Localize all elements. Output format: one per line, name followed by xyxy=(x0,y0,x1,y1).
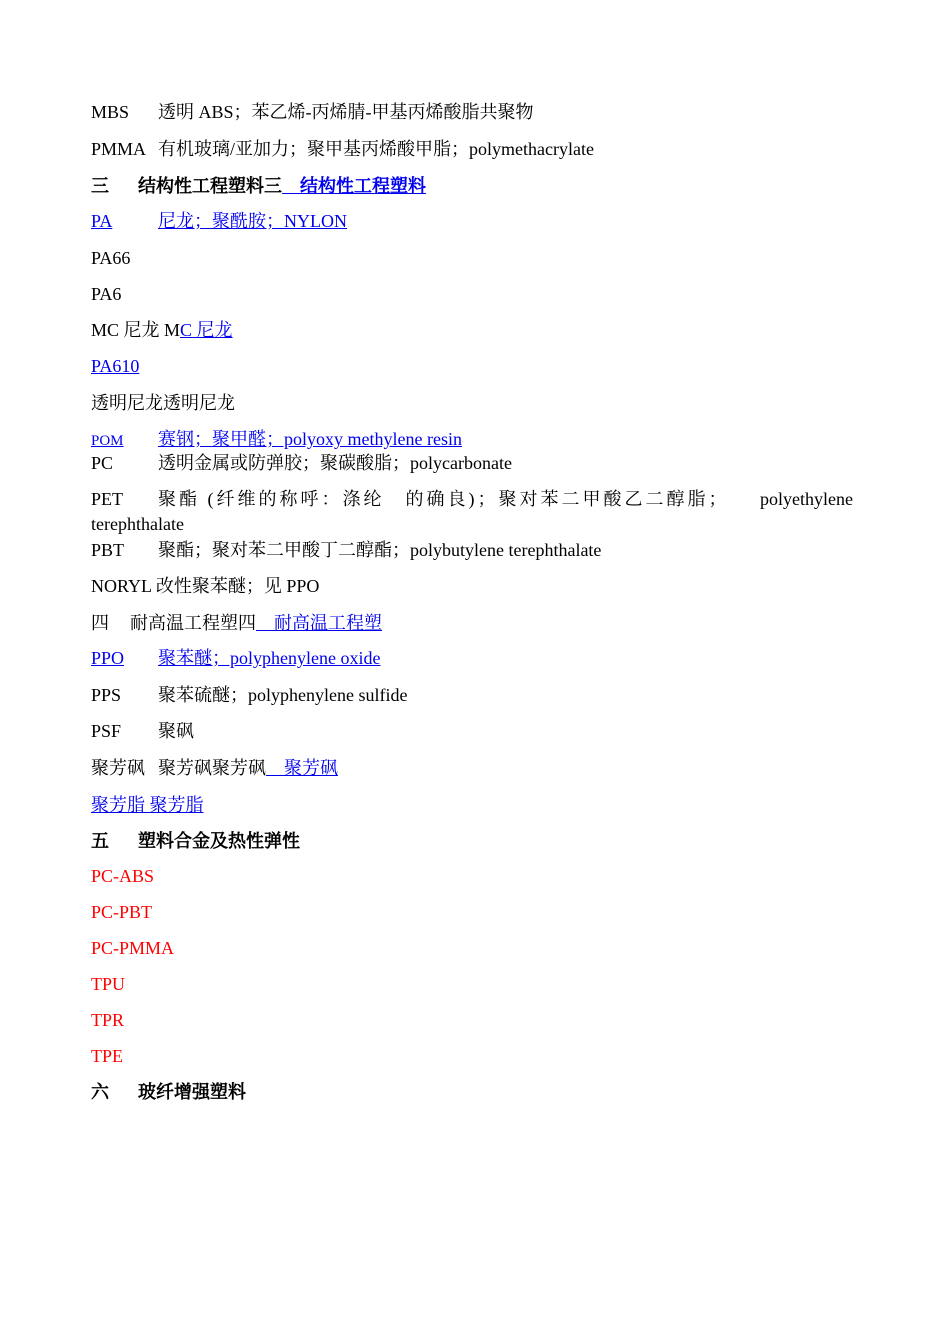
entry-code-link[interactable]: POM xyxy=(91,433,124,449)
entry-pet-wrap: terephthalate xyxy=(91,514,184,534)
entry-desc-link[interactable]: 聚苯醚；polyphenylene oxide xyxy=(158,648,381,668)
entry-text: MC 尼龙 M xyxy=(91,320,181,340)
entry-pc-pbt: PC-PBT xyxy=(91,902,153,922)
entry-mbs xyxy=(91,100,534,124)
entry-polyarylsulfone xyxy=(91,756,338,780)
entry-pc xyxy=(91,451,512,475)
heading-number: 六 xyxy=(91,1082,109,1102)
entry-transparent-nylon: 透明尼龙透明尼龙 xyxy=(91,393,235,413)
section-heading-5 xyxy=(91,829,300,853)
entry-tpu: TPU xyxy=(91,974,126,994)
entry-code: PBT xyxy=(91,540,125,560)
heading-number: 四 xyxy=(91,613,109,633)
entry-link[interactable]: PA610 xyxy=(91,356,140,376)
entry-desc-link[interactable]: 尼龙；聚酰胺；NYLON xyxy=(158,211,347,231)
entry-code: PET xyxy=(91,489,124,509)
entry-psf xyxy=(91,719,194,743)
heading-number: 五 xyxy=(91,831,109,851)
entry-desc: 聚酯；聚对苯二甲酸丁二醇酯；polybutylene terephthalate xyxy=(158,540,602,560)
entry-code: 聚芳砜 xyxy=(91,758,145,778)
entry-pps xyxy=(91,683,407,707)
entry-pa6: PA6 xyxy=(91,284,122,304)
entry-pom[interactable] xyxy=(91,427,462,453)
heading-title: 塑料合金及热性弹性 xyxy=(138,831,300,851)
entry-pet-tail: polyethylene xyxy=(760,489,853,509)
section-heading-4 xyxy=(91,611,382,635)
entry-pa66: PA66 xyxy=(91,248,131,268)
entry-code: PMMA xyxy=(91,139,147,159)
entry-code-link[interactable]: PA xyxy=(91,211,113,231)
entry-polyarylate[interactable] xyxy=(91,793,204,817)
entry-desc: 聚砜 xyxy=(158,721,194,741)
section-heading-3 xyxy=(91,174,426,198)
entry-desc-link[interactable]: 赛钢；聚甲醛；polyoxy methylene resin xyxy=(158,429,462,449)
section-heading-6 xyxy=(91,1080,246,1104)
entry-code: MBS xyxy=(91,102,130,122)
entry-tpr: TPR xyxy=(91,1010,125,1030)
heading-number: 三 xyxy=(91,176,109,196)
entry-pbt xyxy=(91,538,601,562)
entry-desc: 透明金属或防弹胶；聚碳酸脂；polycarbonate xyxy=(158,453,512,473)
heading-link[interactable]: 结构性工程塑料 xyxy=(282,176,426,196)
entry-pc-pmma: PC-PMMA xyxy=(91,938,175,958)
heading-link[interactable]: 耐高温工程塑 xyxy=(256,613,382,633)
entry-code: PC xyxy=(91,453,114,473)
entry-desc: 有机玻璃/亚加力；聚甲基丙烯酸甲脂；polymethacrylate xyxy=(158,139,594,159)
heading-dup: 三 xyxy=(264,176,282,196)
entry-code: PPS xyxy=(91,685,122,705)
entry-desc: 聚芳砜聚芳砜 xyxy=(158,758,266,778)
entry-link[interactable]: 聚芳砜 xyxy=(266,758,338,778)
entry-pet xyxy=(91,487,730,511)
entry-desc: 透明 ABS；苯乙烯-丙烯腈-甲基丙烯酸脂共聚物 xyxy=(158,102,534,122)
entry-pmma xyxy=(91,137,594,161)
entry-noryl: NORYL 改性聚苯醚；见 PPO xyxy=(91,576,320,596)
entry-link[interactable]: C 尼龙 xyxy=(180,320,233,340)
heading-title: 结构性工程塑料 xyxy=(138,176,264,196)
entry-desc: 聚酯 (纤维的称呼：涤纶 的确良)；聚对苯二甲酸乙二醇脂； xyxy=(158,489,730,509)
entry-pa[interactable] xyxy=(91,209,347,233)
heading-title: 耐高温工程塑四 xyxy=(130,613,256,633)
entry-code-link[interactable]: PPO xyxy=(91,648,125,668)
entry-tpe: TPE xyxy=(91,1046,124,1066)
entry-desc: 聚苯硫醚；polyphenylene sulfide xyxy=(158,685,408,705)
entry-link[interactable]: 聚芳脂 聚芳脂 xyxy=(91,795,204,815)
entry-code: PSF xyxy=(91,721,122,741)
heading-title: 玻纤增强塑料 xyxy=(138,1082,246,1102)
entry-pa610[interactable] xyxy=(91,354,139,378)
entry-pc-abs: PC-ABS xyxy=(91,866,155,886)
entry-mc-nylon xyxy=(91,318,233,342)
entry-ppo[interactable] xyxy=(91,646,380,670)
